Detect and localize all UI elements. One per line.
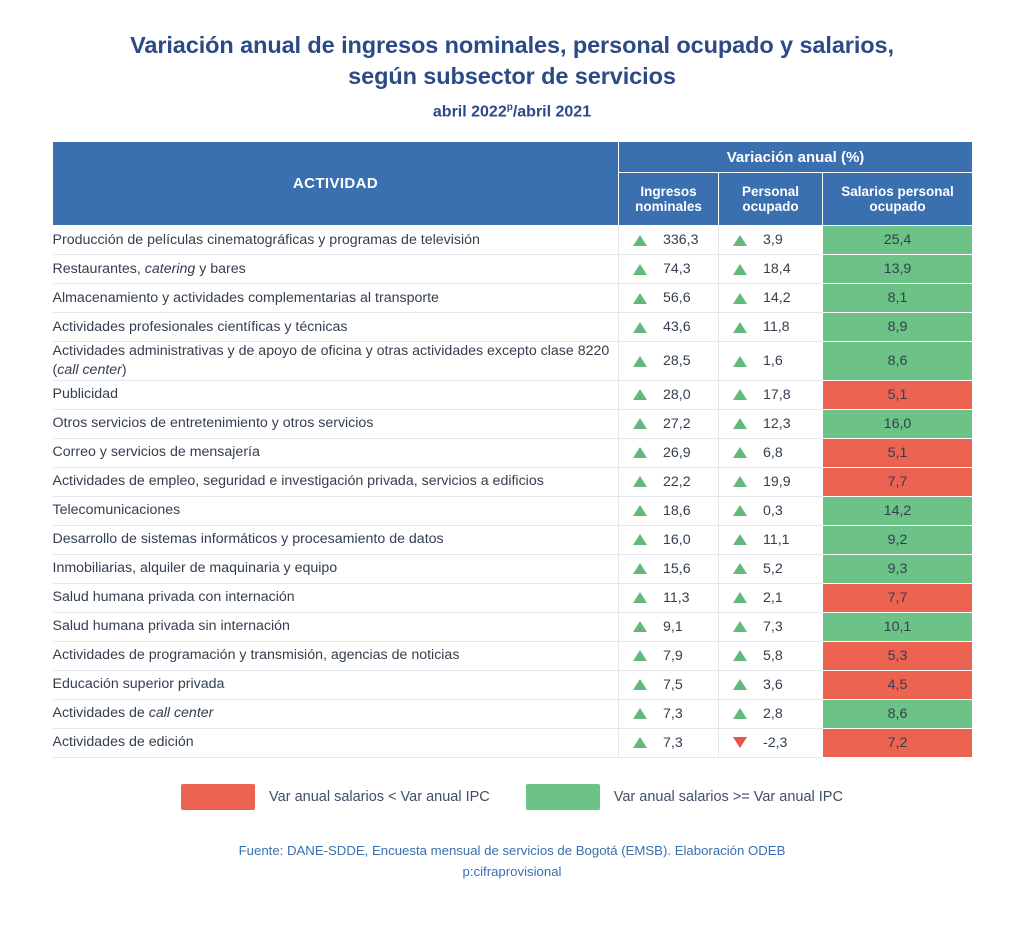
table-row [53, 313, 973, 342]
cell-salarios-personal-ocupado: 7,7 [823, 583, 973, 612]
triangle-up-icon [633, 592, 647, 603]
cell-personal-ocupado [719, 438, 823, 467]
legend-item-red [181, 784, 490, 810]
source-line-1: Fuente: DANE-SDDE, Encuesta mensual de servicios de Bogotá (EMSB). Elaboración ODEB [238, 842, 786, 858]
triangle-up-icon [633, 708, 647, 719]
triangle-up-icon [733, 235, 747, 246]
cell-actividad: Salud humana privada sin internación [53, 612, 619, 641]
column-header-ingresos-line2: nominales [635, 199, 702, 215]
triangle-up-icon [733, 534, 747, 545]
cell-salarios-personal-ocupado: 8,9 [823, 313, 973, 342]
cell-personal-ocupado [719, 728, 823, 757]
legend-label-red: Var anual salarios < Var anual IPC [269, 788, 490, 805]
source-line-2: p:cifraprovisional [462, 863, 562, 879]
cell-ingresos-nominales-value: 56,6 [663, 290, 691, 307]
cell-actividad: Correo y servicios de mensajería [53, 438, 619, 467]
legend [132, 784, 892, 810]
triangle-up-icon [733, 679, 747, 690]
triangle-up-icon [633, 476, 647, 487]
cell-actividad: Actividades de call center [53, 699, 619, 728]
table-row [53, 255, 973, 284]
cell-personal-ocupado-value: 5,8 [763, 647, 783, 664]
triangle-up-icon [633, 563, 647, 574]
cell-actividad: Producción de películas cinematográficas y programas de televisión [53, 226, 619, 255]
triangle-up-icon [733, 621, 747, 632]
cell-actividad: Salud humana privada con internación [53, 583, 619, 612]
cell-actividad: Educación superior privada [53, 670, 619, 699]
triangle-up-icon [733, 356, 747, 367]
cell-personal-ocupado-value: 12,3 [763, 415, 791, 432]
table-row [53, 699, 973, 728]
cell-salarios-personal-ocupado: 7,2 [823, 728, 973, 757]
table-row [53, 583, 973, 612]
cell-salarios-personal-ocupado: 16,0 [823, 409, 973, 438]
column-header-salarios-line2: ocupado [869, 199, 926, 215]
cell-salarios-personal-ocupado: 5,1 [823, 438, 973, 467]
column-header-personal-line1: Personal [741, 183, 800, 199]
legend-swatch-red [181, 784, 255, 810]
column-header-ingresos-nominales [619, 173, 719, 226]
column-header-group-variacion: Variación anual (%) [619, 142, 973, 173]
cell-ingresos-nominales-value: 15,6 [663, 560, 691, 577]
cell-personal-ocupado-value: 3,6 [763, 676, 783, 693]
cell-personal-ocupado [719, 226, 823, 255]
cell-salarios-personal-ocupado: 14,2 [823, 496, 973, 525]
page-title [122, 30, 902, 92]
triangle-up-icon [633, 356, 647, 367]
cell-actividad: Otros servicios de entretenimiento y otros servicios [53, 409, 619, 438]
cell-actividad: Restaurantes, catering y bares [53, 255, 619, 284]
triangle-up-icon [633, 737, 647, 748]
cell-personal-ocupado [719, 467, 823, 496]
cell-ingresos-nominales-value: 11,3 [663, 589, 690, 606]
triangle-up-icon [733, 592, 747, 603]
cell-ingresos-nominales-value: 7,5 [663, 676, 683, 693]
table-row [53, 525, 973, 554]
triangle-up-icon [633, 235, 647, 246]
table-row [53, 641, 973, 670]
cell-salarios-personal-ocupado: 25,4 [823, 226, 973, 255]
cell-actividad: Publicidad [53, 380, 619, 409]
cell-salarios-personal-ocupado: 5,1 [823, 380, 973, 409]
triangle-up-icon [733, 476, 747, 487]
cell-ingresos-nominales-value: 9,1 [663, 618, 683, 635]
table-row [53, 438, 973, 467]
cell-ingresos-nominales-value: 74,3 [663, 261, 691, 278]
table-row [53, 409, 973, 438]
column-header-personal-ocupado [719, 173, 823, 226]
cell-ingresos-nominales [619, 525, 719, 554]
triangle-up-icon [733, 322, 747, 333]
cell-personal-ocupado-value: 2,1 [763, 589, 783, 606]
legend-item-green [526, 784, 843, 810]
table-row [53, 467, 973, 496]
cell-personal-ocupado-value: 7,3 [763, 618, 783, 635]
cell-personal-ocupado-value: 19,9 [763, 473, 791, 490]
cell-ingresos-nominales [619, 554, 719, 583]
cell-ingresos-nominales [619, 496, 719, 525]
legend-swatch-green [526, 784, 600, 810]
cell-ingresos-nominales-value: 336,3 [663, 232, 699, 249]
cell-ingresos-nominales-value: 7,9 [663, 647, 683, 664]
triangle-up-icon [733, 447, 747, 458]
cell-personal-ocupado [719, 583, 823, 612]
cell-actividad: Inmobiliarias, alquiler de maquinaria y equipo [53, 554, 619, 583]
table-row [53, 554, 973, 583]
table-row [53, 612, 973, 641]
cell-personal-ocupado-value: 14,2 [763, 290, 791, 307]
triangle-up-icon [733, 708, 747, 719]
cell-personal-ocupado [719, 496, 823, 525]
cell-personal-ocupado-value: 11,8 [763, 319, 790, 336]
cell-personal-ocupado [719, 284, 823, 313]
cell-salarios-personal-ocupado: 9,2 [823, 525, 973, 554]
cell-personal-ocupado-value: 1,6 [763, 353, 783, 370]
cell-salarios-personal-ocupado: 8,6 [823, 342, 973, 380]
cell-ingresos-nominales [619, 699, 719, 728]
cell-personal-ocupado-value: 5,2 [763, 560, 783, 577]
cell-personal-ocupado [719, 342, 823, 380]
cell-actividad: Almacenamiento y actividades complementarias al transporte [53, 284, 619, 313]
triangle-up-icon [633, 447, 647, 458]
triangle-up-icon [733, 264, 747, 275]
cell-actividad: Actividades profesionales científicas y técnicas [53, 313, 619, 342]
cell-personal-ocupado [719, 380, 823, 409]
cell-personal-ocupado-value: 6,8 [763, 444, 783, 461]
table-row [53, 284, 973, 313]
triangle-up-icon [733, 563, 747, 574]
triangle-up-icon [633, 389, 647, 400]
column-header-salarios-personal [823, 173, 973, 226]
cell-ingresos-nominales [619, 438, 719, 467]
cell-personal-ocupado [719, 525, 823, 554]
data-table-wrapper [52, 141, 972, 757]
source-note [0, 840, 1024, 882]
cell-ingresos-nominales-value: 18,6 [663, 502, 691, 519]
cell-ingresos-nominales-value: 22,2 [663, 473, 691, 490]
column-header-personal-line2: ocupado [742, 199, 799, 215]
cell-salarios-personal-ocupado: 13,9 [823, 255, 973, 284]
cell-salarios-personal-ocupado: 8,1 [823, 284, 973, 313]
page-title-line2: según subsector de servicios [348, 63, 676, 90]
cell-ingresos-nominales [619, 583, 719, 612]
column-header-ingresos-line1: Ingresos [640, 183, 697, 199]
triangle-up-icon [633, 650, 647, 661]
cell-ingresos-nominales [619, 641, 719, 670]
cell-salarios-personal-ocupado: 10,1 [823, 612, 973, 641]
cell-actividad: Actividades administrativas y de apoyo de oficina y otras actividades excepto clase 8220 (call center) [53, 342, 619, 380]
page-subtitle [0, 102, 1024, 121]
cell-personal-ocupado [719, 699, 823, 728]
cell-ingresos-nominales [619, 255, 719, 284]
table-row [53, 728, 973, 757]
data-table [52, 141, 973, 757]
table-row [53, 342, 973, 380]
cell-ingresos-nominales [619, 380, 719, 409]
cell-ingresos-nominales [619, 670, 719, 699]
subtitle-prefix: abril 2022 [432, 103, 507, 121]
triangle-up-icon [633, 293, 647, 304]
cell-ingresos-nominales [619, 467, 719, 496]
cell-actividad: Telecomunicaciones [53, 496, 619, 525]
cell-salarios-personal-ocupado: 8,6 [823, 699, 973, 728]
triangle-up-icon [733, 418, 747, 429]
triangle-up-icon [633, 418, 647, 429]
cell-ingresos-nominales [619, 342, 719, 380]
cell-ingresos-nominales [619, 226, 719, 255]
page-title-line1: Variación anual de ingresos nominales, personal ocupado y salarios, [130, 32, 894, 58]
cell-personal-ocupado-value: 17,8 [763, 386, 791, 403]
table-row [53, 670, 973, 699]
legend-label-green: Var anual salarios >= Var anual IPC [613, 788, 843, 805]
cell-personal-ocupado-value: 0,3 [763, 502, 783, 519]
cell-personal-ocupado-value: 2,8 [763, 705, 783, 722]
cell-actividad: Desarrollo de sistemas informáticos y procesamiento de datos [53, 525, 619, 554]
cell-salarios-personal-ocupado: 4,5 [823, 670, 973, 699]
triangle-up-icon [733, 650, 747, 661]
cell-salarios-personal-ocupado: 9,3 [823, 554, 973, 583]
cell-ingresos-nominales [619, 728, 719, 757]
cell-personal-ocupado [719, 670, 823, 699]
subtitle-superscript: p [506, 102, 513, 114]
cell-personal-ocupado [719, 641, 823, 670]
triangle-up-icon [633, 534, 647, 545]
table-body [53, 226, 973, 757]
cell-ingresos-nominales-value: 26,9 [663, 444, 691, 461]
triangle-up-icon [733, 389, 747, 400]
triangle-up-icon [633, 322, 647, 333]
cell-personal-ocupado-value: -2,3 [763, 734, 788, 751]
cell-personal-ocupado [719, 612, 823, 641]
column-header-actividad: ACTIVIDAD [53, 142, 619, 226]
cell-personal-ocupado-value: 18,4 [763, 261, 791, 278]
table-row [53, 380, 973, 409]
cell-ingresos-nominales-value: 16,0 [663, 531, 691, 548]
cell-personal-ocupado [719, 255, 823, 284]
cell-personal-ocupado [719, 409, 823, 438]
cell-salarios-personal-ocupado: 5,3 [823, 641, 973, 670]
triangle-down-icon [733, 737, 747, 748]
cell-personal-ocupado-value: 11,1 [763, 531, 790, 548]
column-header-salarios-line1: Salarios personal [841, 183, 954, 199]
cell-ingresos-nominales-value: 43,6 [663, 319, 691, 336]
cell-ingresos-nominales-value: 7,3 [663, 705, 683, 722]
cell-actividad: Actividades de empleo, seguridad e investigación privada, servicios a edificios [53, 467, 619, 496]
triangle-up-icon [733, 505, 747, 516]
cell-ingresos-nominales-value: 28,0 [663, 386, 691, 403]
triangle-up-icon [633, 505, 647, 516]
triangle-up-icon [633, 621, 647, 632]
cell-ingresos-nominales-value: 27,2 [663, 415, 691, 432]
cell-ingresos-nominales [619, 612, 719, 641]
subtitle-suffix: /abril 2021 [512, 103, 592, 121]
cell-personal-ocupado [719, 554, 823, 583]
cell-actividad: Actividades de edición [53, 728, 619, 757]
cell-ingresos-nominales [619, 409, 719, 438]
cell-salarios-personal-ocupado: 7,7 [823, 467, 973, 496]
triangle-up-icon [633, 264, 647, 275]
table-header [53, 142, 973, 226]
table-row [53, 496, 973, 525]
cell-personal-ocupado-value: 3,9 [763, 232, 783, 249]
cell-ingresos-nominales [619, 284, 719, 313]
table-row [53, 226, 973, 255]
triangle-up-icon [633, 679, 647, 690]
table-header-row-1 [53, 142, 973, 173]
cell-ingresos-nominales [619, 313, 719, 342]
title-block [0, 0, 1024, 121]
cell-ingresos-nominales-value: 28,5 [663, 353, 691, 370]
cell-personal-ocupado [719, 313, 823, 342]
triangle-up-icon [733, 293, 747, 304]
cell-ingresos-nominales-value: 7,3 [663, 734, 683, 751]
cell-actividad: Actividades de programación y transmisión, agencias de noticias [53, 641, 619, 670]
